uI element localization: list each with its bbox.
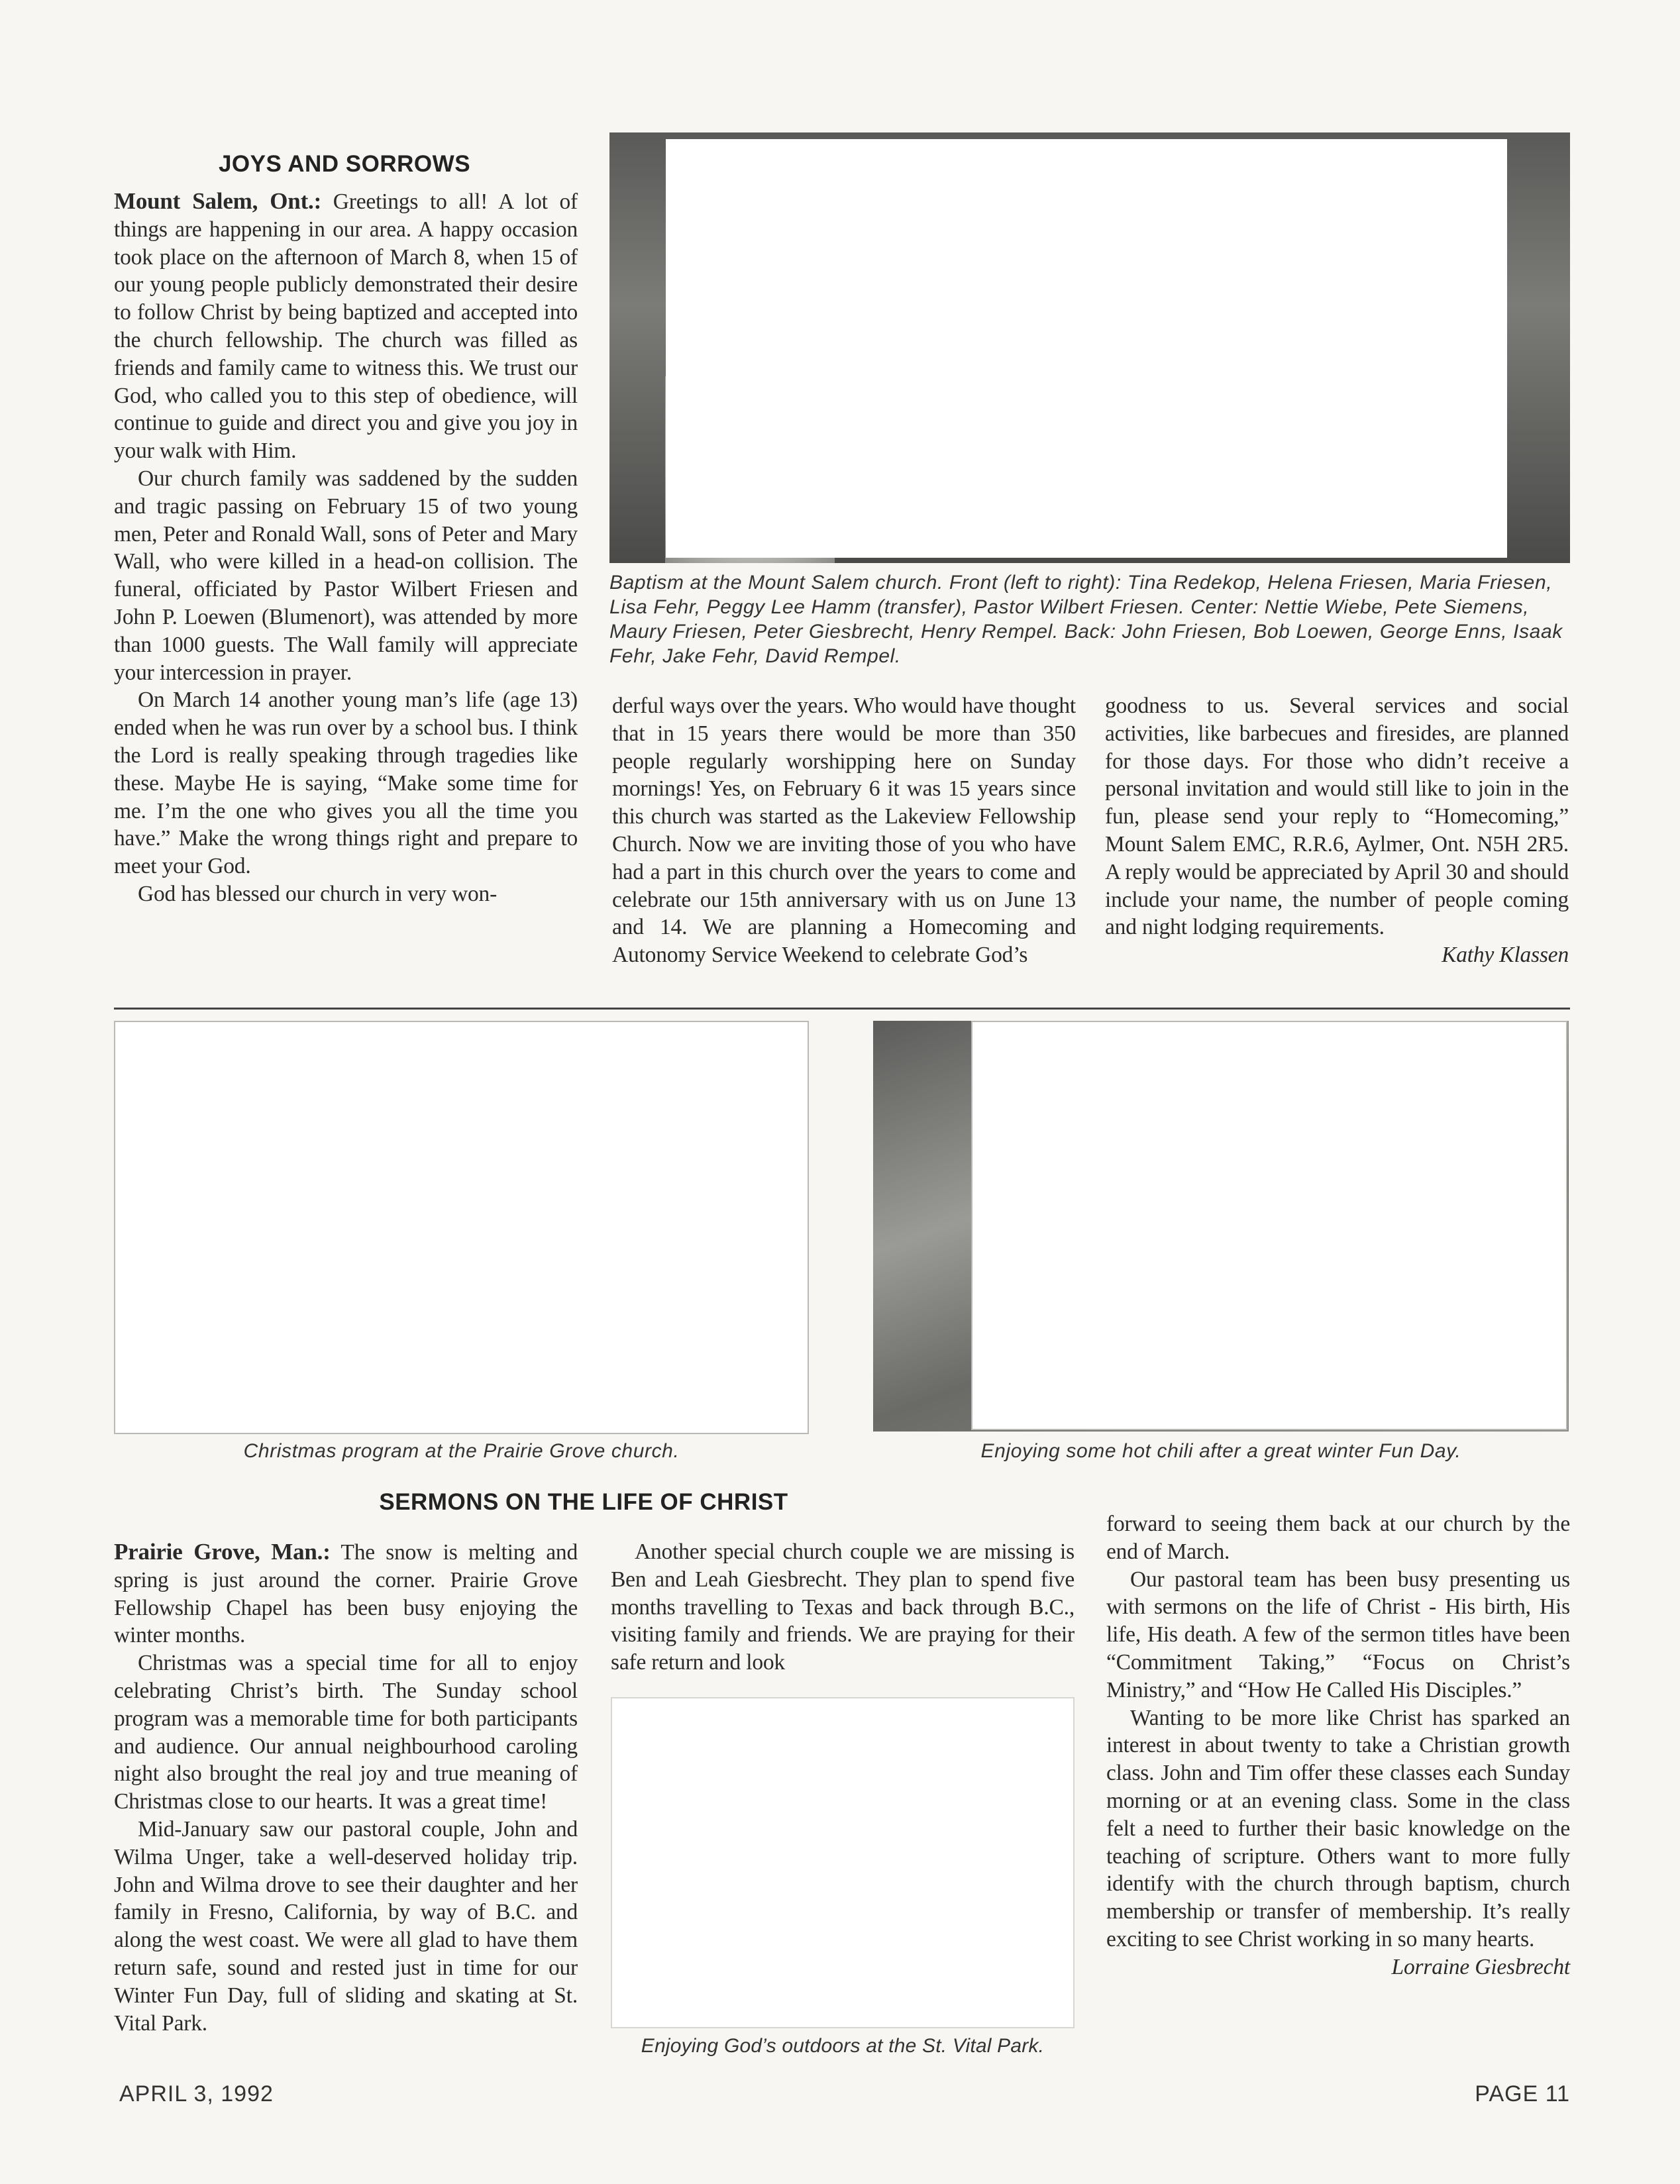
paragraph: Prairie Grove, Man.: The snow is melting and spring is just around the corner. Prairie Grove Fellowship Chapel has been busy enjoying the winter months.	[114, 1539, 578, 1648]
article-column-2	[611, 1538, 1075, 1677]
christmas-program-photo	[114, 1021, 809, 1434]
paragraph: Mount Salem, Ont.: Greetings to all! A lot of things are happening in our area. A happy occasion took place on the afternoon of March 8, when 15 of our young people publicly demonstrated their desire to follow Christ by being baptized and accepted into the church fellowship. The church was filled as friends and family came to witness this. We trust our God, who called you to this step of obedience, will continue to guide and direct you and give you joy in your walk with Him.	[114, 188, 578, 464]
page-number: PAGE 11	[1475, 2081, 1570, 2106]
baptism-photo	[609, 132, 1570, 563]
st-vital-park-photo-caption: Enjoying God’s outdoors at the St. Vital Park.	[641, 2035, 1045, 2057]
christmas-photo-caption: Christmas program at the Prairie Grove church.	[243, 1440, 680, 1462]
section-heading-sermons: SERMONS ON THE LIFE OF CHRIST	[379, 1489, 788, 1515]
section-divider	[114, 1008, 1570, 1010]
paragraph: Our pastoral team has been busy presenting us with sermons on the life of Christ - His birth, His life, His death. A few of the sermon titles have been “Commitment Taking,” “Focus on Christ’s Ministry,” and “How He Called His Disciples.”	[1106, 1567, 1570, 1702]
hot-chili-photo-caption: Enjoying some hot chili after a great winter Fun Day.	[980, 1440, 1461, 1462]
paragraph: forward to seeing them back at our church by the end of March.	[1106, 1512, 1570, 1564]
photo-redaction	[971, 1021, 1567, 1430]
dateline: Prairie Grove, Man.:	[114, 1539, 331, 1565]
article-column-1	[114, 187, 578, 908]
article-column-2	[612, 692, 1076, 969]
article-column-3	[1106, 1510, 1570, 1981]
author-signature: Lorraine Giesbrecht	[1391, 1954, 1570, 1979]
paragraph: Wanting to be more like Christ has sparked an interest in about twenty to take a Christian growth class. John and Tim offer these classes each Sunday morning or at an evening class. Some in the class felt a need to further their basic knowledge on the teaching of scripture. Others want to more fully identify with the church through baptism, church membership or transfer of membership. It’s really exciting to see Christ working in so many hearts.	[1106, 1705, 1570, 1951]
paragraph: goodness to us. Several services and social activities, like barbecues and firesides, are planned for those days. For those who didn’t receive a personal invitation and would still like to join in the fun, please send your reply to “Homecoming,” Mount Salem EMC, R.R.6, Aylmer, Ont. N5H 2R5. A reply would be appreciated by April 30 and should include your name, the number of people coming and night lodging requirements.	[1105, 694, 1569, 940]
article-column-3	[1105, 692, 1569, 969]
paragraph: God has blessed our church in very won-	[138, 881, 498, 906]
section-heading-joys-and-sorrows: JOYS AND SORROWS	[218, 151, 471, 177]
paragraph: On March 14 another young man’s life (age 13) ended when he was run over by a school bus. I think the Lord is really speaking through tragedies like these. Maybe He is saying, “Make some time for me. I’m the one who gives you all the time you have.” Make the wrong things right and prepare to meet your God.	[114, 688, 578, 879]
paragraph: Another special church couple we are missing is Ben and Leah Giesbrecht. They plan to spend five months travelling to Texas and back through B.C., visiting family and friends. We are praying for their safe return and look	[611, 1539, 1075, 1675]
baptism-photo-caption: Baptism at the Mount Salem church. Front (left to right): Tina Redekop, Helena Friesen, Maria Friesen, Lisa Fehr, Peggy Lee Hamm (transfer), Pastor Wilbert Friesen. Center: Nettie Wiebe, Pete Siemens, Maury Friesen, Peter Giesbrecht, Henry Rempel. Back: John Friesen, Bob Loewen, George Enns, Isaak Fehr, Jake Fehr, David Rempel.	[609, 572, 1563, 667]
author-signature: Kathy Klassen	[1442, 943, 1569, 968]
dateline: Mount Salem, Ont.:	[114, 188, 322, 214]
issue-date: APRIL 3, 1992	[119, 2081, 274, 2106]
st-vital-park-photo	[611, 1697, 1075, 2028]
article-column-1	[114, 1538, 578, 2037]
paragraph: Christmas was a special time for all to enjoy celebrating Christ’s birth. The Sunday school program was a memorable time for both participants and audience. Our annual neighbourhood caroling night also brought the real joy and true meaning of Christmas close to our hearts. It was a great time!	[114, 1651, 578, 1814]
photo-redaction	[666, 139, 1507, 558]
hot-chili-photo	[873, 1021, 1569, 1431]
paragraph: Mid-January saw our pastoral couple, John and Wilma Unger, take a well-deserved holiday trip. John and Wilma drove to see their daughter and her family in Fresno, California, by way of B.C. and along the west coast. We were all glad to have them return safe, sound and rested just in time for our Winter Fun Day, full of sliding and skating at St. Vital Park.	[114, 1816, 578, 2036]
paragraph: derful ways over the years. Who would have thought that in 15 years there would be more than 350 people regularly worshipping here on Sunday mornings! Yes, on February 6 it was 15 years since this church was started as the Lakeview Fellowship Church. Now we are inviting those of you who have had a part in this church over the years to come and celebrate our 15th anniversary with us on June 13 and 14. We are planning a Homecoming and Autonomy Service Weekend to celebrate God’s	[612, 694, 1076, 968]
paragraph: Our church family was saddened by the sudden and tragic passing on February 15 of two young men, Peter and Ronald Wall, sons of Peter and Mary Wall, who were killed in a head-on collision. The funeral, officiated by Pastor Wilbert Friesen and John P. Loewen (Blumenort), was attended by more than 1000 guests. The Wall family will appreciate your intercession in prayer.	[114, 466, 578, 685]
